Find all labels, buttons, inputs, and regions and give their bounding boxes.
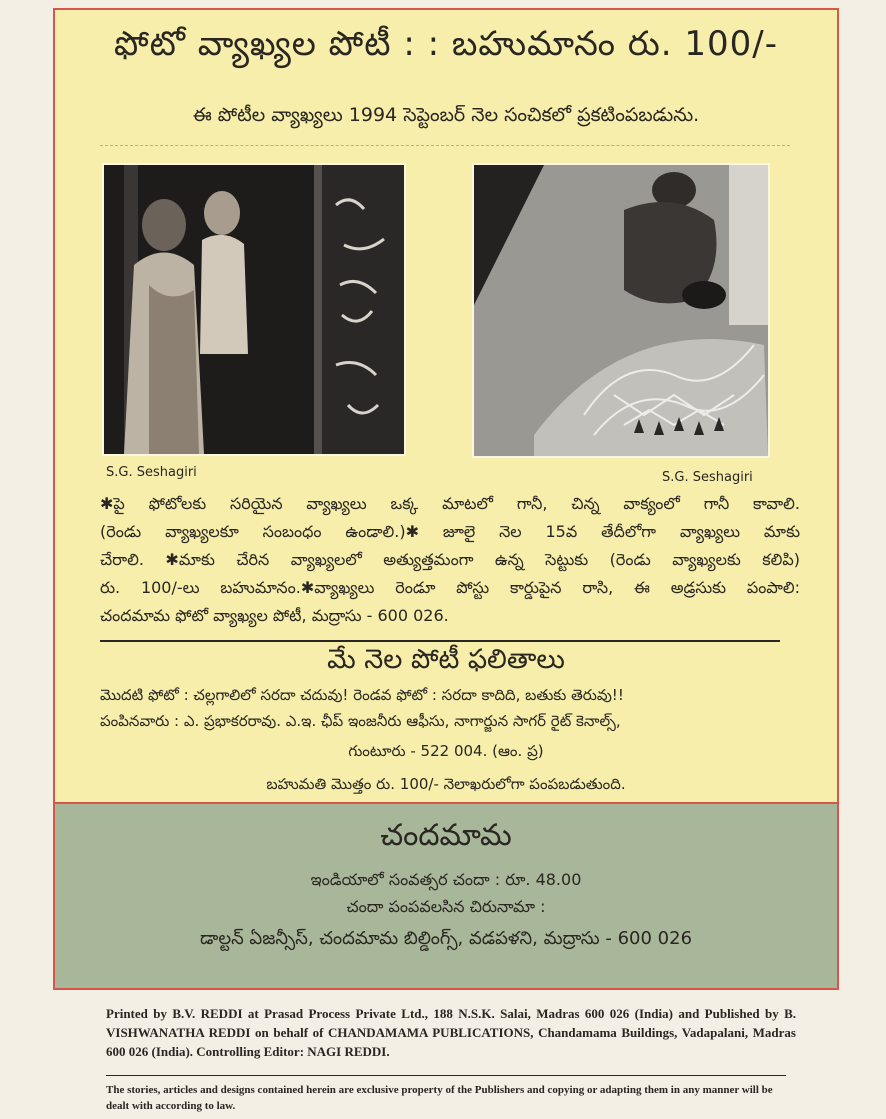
section-divider: [100, 640, 780, 642]
photo-rangoli: [472, 163, 770, 458]
results-title: మే నెల పోటీ ఫలితాలు: [327, 644, 565, 675]
photo-mother-child: [102, 163, 406, 456]
results-prize-note: బహుమతి మొత్తం రు. 100/- నెలాఖరులోగా పంపబడుతుంది.: [266, 775, 626, 793]
photo-credit: S.G. Seshagiri: [662, 470, 753, 485]
photo-credit: S.G. Seshagiri: [106, 465, 197, 480]
imprint: [106, 1004, 796, 1061]
rules-line: చేరాలి. ✱మాకు చేరిన వ్యాఖ్యలలో అత్యుత్తమంగా ఉన్న సెట్టుకు (రెండు వ్యాఖ్యలకు కలిపి): [100, 550, 800, 569]
results-winner: పంపినవారు : ఎ. ప్రభాకరరావు. ఎ.ఇ. ఛీప్ ఇంజనీరు ఆఫీసు, నాగార్జున సాగర్ రైట్ కెనాల్స్,: [100, 712, 621, 730]
rules-address: చందమామ ఫోటో వ్యాఖ్యల పోటీ, మద్రాసు - 600 026.: [100, 606, 449, 625]
copyright-disclaimer: The stories, articles and designs contained herein are exclusive property of the Publishers and copying or adapting them in any manner will be dealt with according to law.: [106, 1084, 773, 1112]
rules-line: (రెండు వ్యాఖ్యలకూ సంబంధం ఉండాలి.)✱ జూలై నెల 15వ తేదీలోగా వ్యాఖ్యలు మాకు: [100, 522, 800, 541]
subscription-rate: ఇండియాలో సంవత్సర చందా : రూ. 48.00: [310, 870, 582, 889]
subscription-address: డాల్టన్ ఏజన్సీస్, చందమామ బిల్డింగ్స్, వడపళని, మద్రాసు - 600 026: [199, 928, 693, 949]
results-captions: మొదటి ఫోటో : చల్లగాలిలో సరదా చదువు! రెండవ ఫోటో : సరదా కాదిది, బతుకు తెరువు!!: [100, 686, 624, 704]
subscription-address-label: చందా పంపవలసిన చిరునామా :: [346, 897, 546, 916]
contest-title: ఫోటో వ్యాఖ్యల పోటీ : : బహుమానం రు. 100/-: [113, 24, 779, 64]
dashed-divider: [100, 145, 790, 146]
results-winner-city: గుంటూరు - 522 004. (ఆం. ప్ర): [348, 742, 544, 760]
rules-line: రు. 100/-లు బహుమానం.✱వ్యాఖ్యలు రెండూ పోస్టు కార్డుపైన రాసి, ఈ అడ్రసుకు పంపాలి:: [100, 578, 800, 597]
imprint-text: Printed by B.V. REDDI at Prasad Process Private Ltd., 188 N.S.K. Salai, Madras 600 026 (India) and Published by B. VISHWANATHA REDDI on behalf of CHANDAMAMA PUBLICATIONS, Chandamama Buildings, Vadapalani, Madras 600 026 (India). Controlling Editor: NAGI REDDI.: [106, 1006, 796, 1059]
magazine-title: చందమామ: [380, 818, 512, 853]
contest-note: ఈ పోటీల వ్యాఖ్యలు 1994 సెప్టెంబర్ నెల సంచికలో ప్రకటింపబడును.: [192, 104, 700, 126]
footer-divider: [106, 1075, 786, 1076]
contest-rules: [100, 490, 800, 630]
rules-line: ✱పై ఫోటోలకు సరియైన వ్యాఖ్యలు ఒక్క మాటలో గానీ, చిన్న వాక్యంలో గానీ కావాలి.: [100, 494, 800, 513]
